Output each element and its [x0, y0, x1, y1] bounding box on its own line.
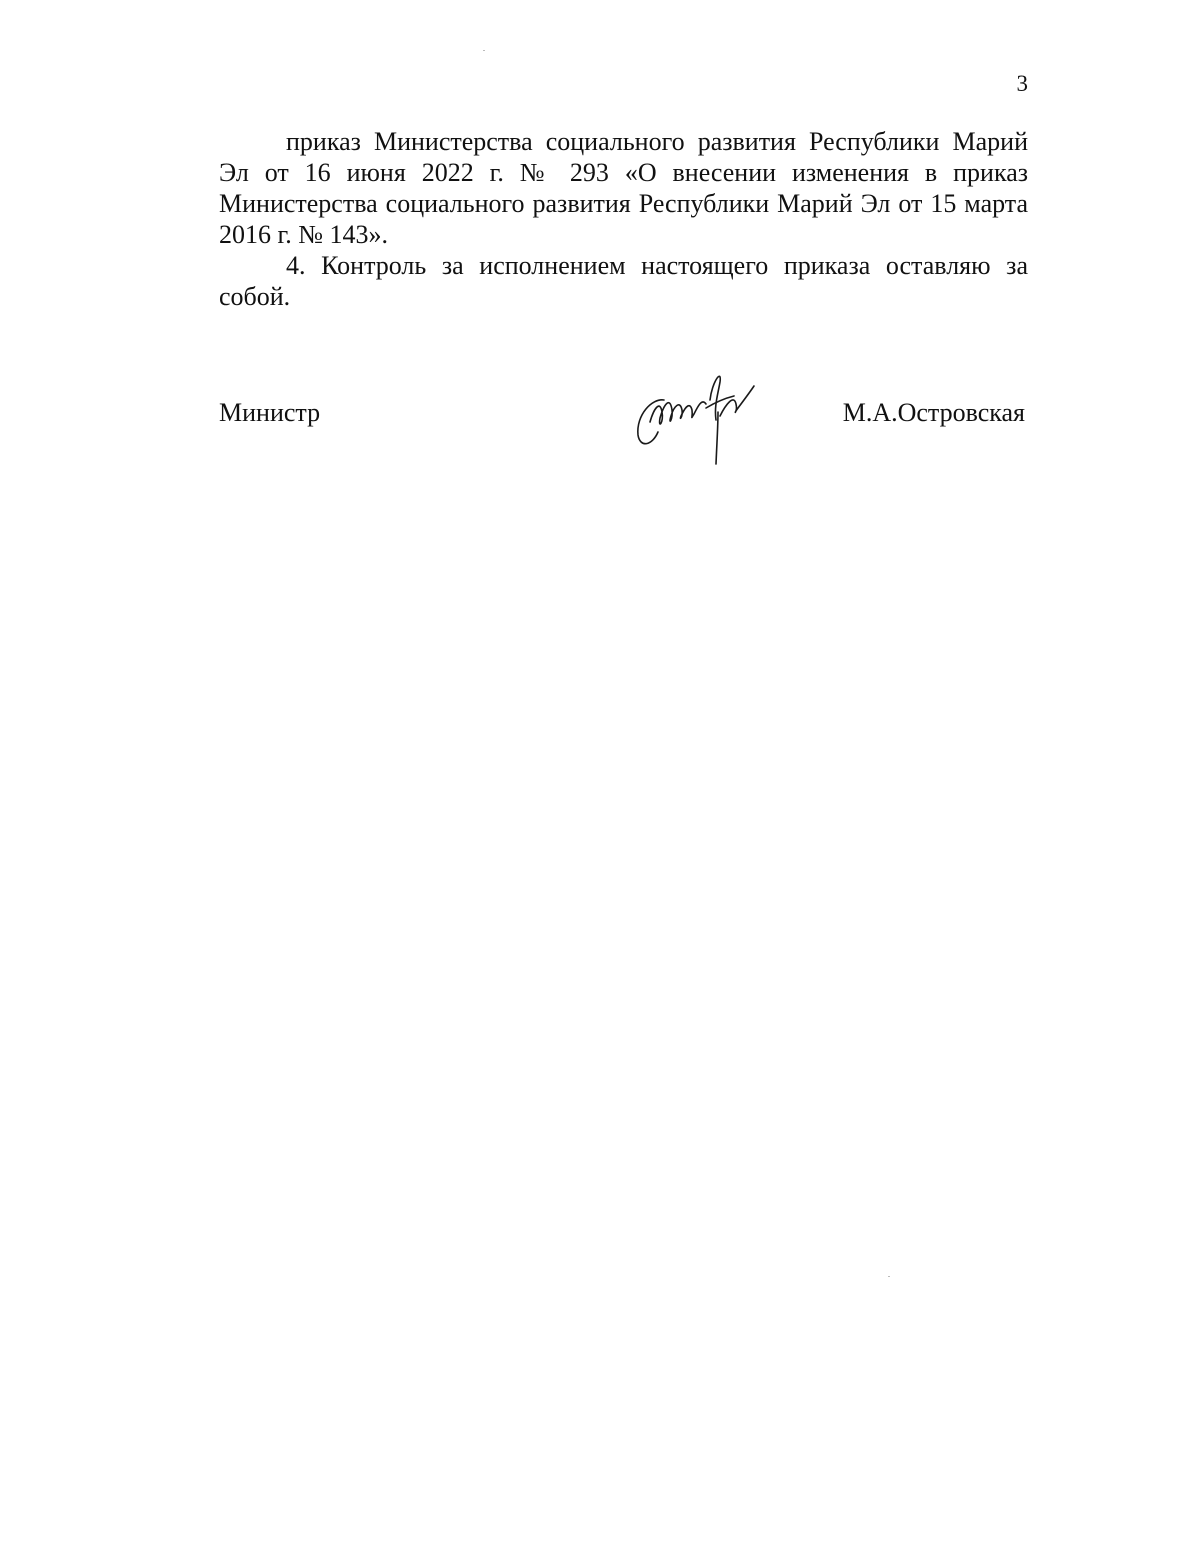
scan-speck [888, 1276, 890, 1277]
signature-block [219, 397, 1028, 477]
page-number: 3 [1016, 71, 1028, 96]
handwritten-signature [624, 360, 764, 470]
scan-speck [483, 50, 485, 51]
signatory-name: М.А.Островская [842, 398, 1025, 427]
paragraph-control-clause: 4. Контроль за исполнением настоящего приказа оставляю за собой. [219, 251, 1028, 311]
signatory-position: Министр [219, 398, 321, 427]
paragraph-order-reference: приказ Министерства социального развития Республики Марий Эл от 16 июня 2022 г. № 293 «О внесении изменения в приказ Министерства социального развития Республики Марий Эл от 15 марта 2016 г. № 143». [219, 127, 1028, 249]
